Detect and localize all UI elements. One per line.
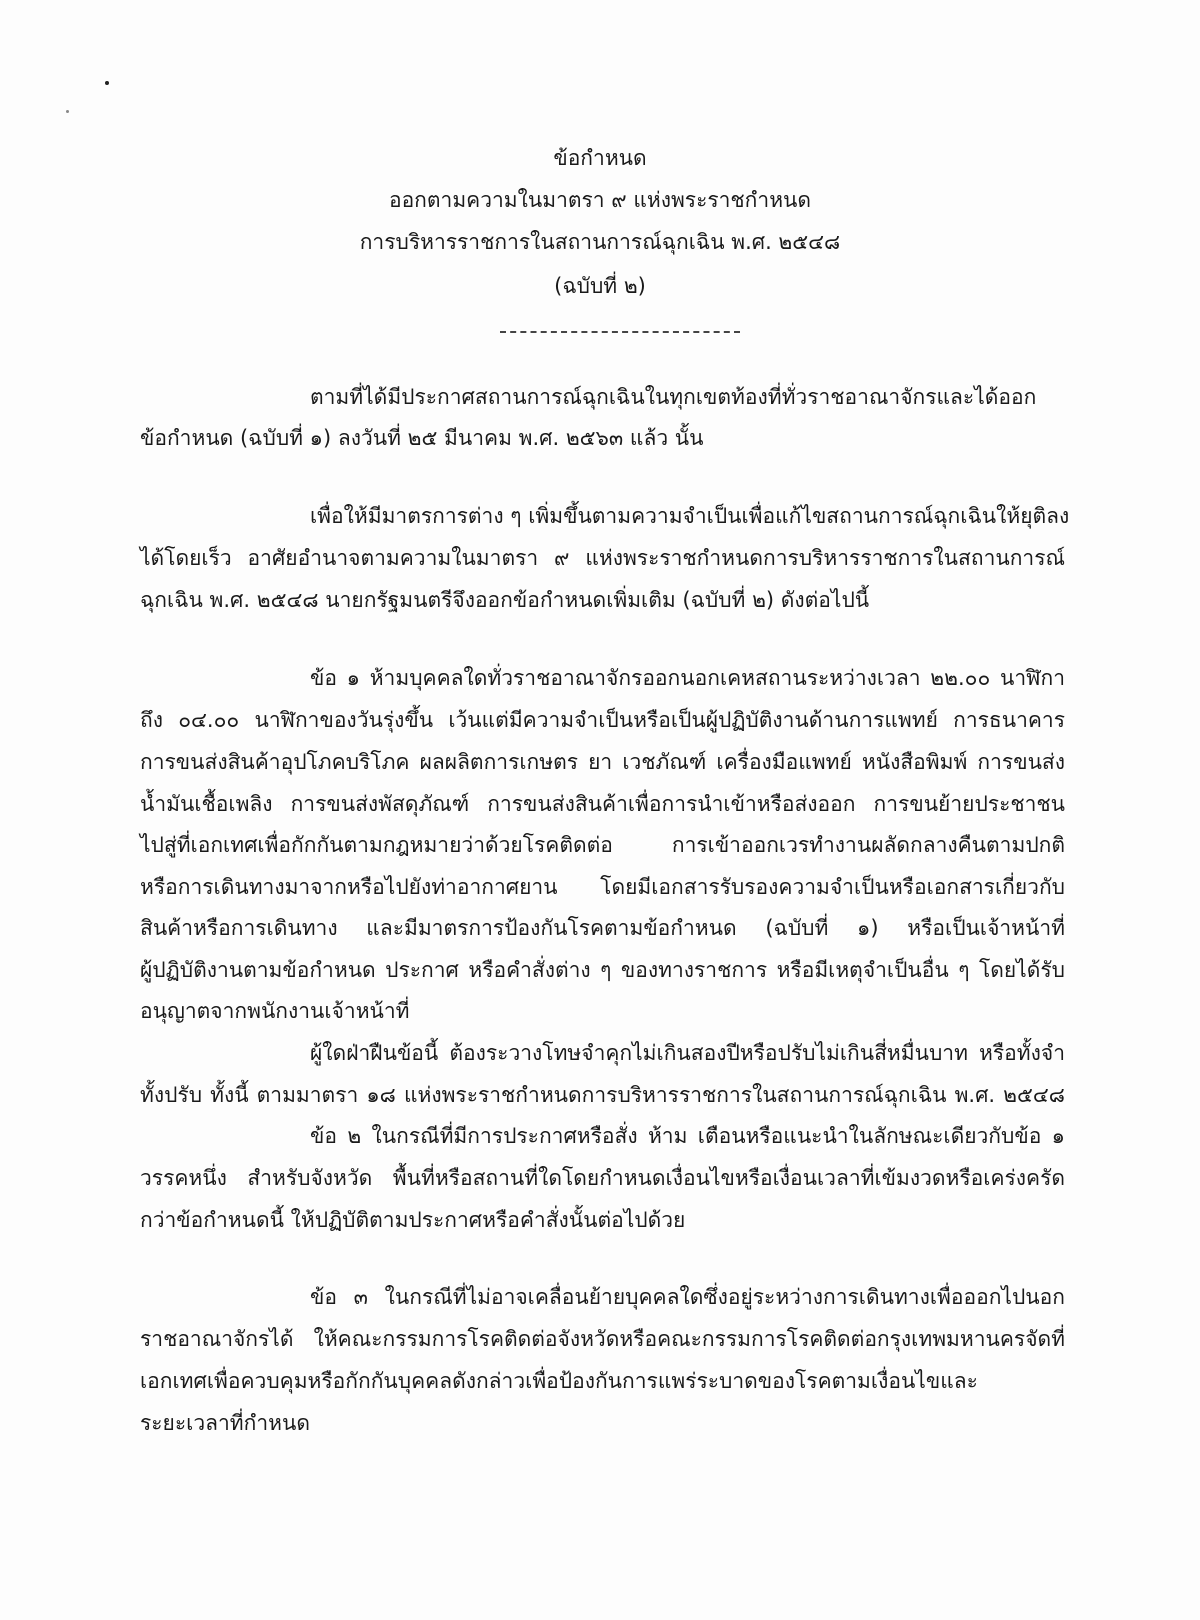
clause-3-line: ข้อ ๓ ในกรณีที่ไม่อาจเคลื่อนย้ายบุคคลใดซึ่งอยู่ระหว่างการเดินทางเพื่อออกไปนอก bbox=[310, 1285, 1065, 1309]
paragraph-line: ตามที่ได้มีประกาศสถานการณ์ฉุกเฉินในทุกเขตท้องที่ทั่วราชอาณาจักรและได้ออก bbox=[310, 385, 1037, 409]
document-subtitle-line-1: ออกตามความในมาตรา ๙ แห่งพระราชกำหนด bbox=[388, 188, 812, 212]
scan-speck bbox=[66, 110, 69, 113]
clause-1-line: หรือการเดินทางมาจากหรือไปยังท่าอากาศยาน โดยมีเอกสารรับรองความจำเป็นหรือเอกสารเกี่ยวกับ bbox=[140, 875, 1065, 899]
penalty-line: ทั้งปรับ ทั้งนี้ ตามมาตรา ๑๘ แห่งพระราชกำหนดการบริหารราชการในสถานการณ์ฉุกเฉิน พ.ศ. ๒๕๔๘ bbox=[140, 1083, 1065, 1107]
clause-1-line: ข้อ ๑ ห้ามบุคคลใดทั่วราชอาณาจักรออกนอกเคหสถานระหว่างเวลา ๒๒.๐๐ นาฬิกา bbox=[310, 666, 1065, 690]
clause-1-line: ผู้ปฏิบัติงานตามข้อกำหนด ประกาศ หรือคำสั่งต่าง ๆ ของทางราชการ หรือมีเหตุจำเป็นอื่น ๆ โดยได้รับ bbox=[140, 958, 1065, 982]
clause-3-line: เอกเทศเพื่อควบคุมหรือกักกันบุคคลดังกล่าวเพื่อป้องกันการแพร่ระบาดของโรคตามเงื่อนไขและ bbox=[140, 1369, 978, 1393]
clause-1-line: สินค้าหรือการเดินทาง และมีมาตรการป้องกันโรคตามข้อกำหนด (ฉบับที่ ๑) หรือเป็นเจ้าหน้าที่ bbox=[140, 916, 1065, 940]
clause-1-line: อนุญาตจากพนักงานเจ้าหน้าที่ bbox=[140, 999, 410, 1023]
clause-2-line: ข้อ ๒ ในกรณีที่มีการประกาศหรือสั่ง ห้าม เตือนหรือแนะนำในลักษณะเดียวกับข้อ ๑ bbox=[310, 1124, 1065, 1148]
scan-speck bbox=[105, 81, 109, 85]
clause-1-line: ไปสู่ที่เอกเทศเพื่อกักกันตามกฎหมายว่าด้วยโรคติดต่อ การเข้าออกเวรทำงานผลัดกลางคืนตามปกติ bbox=[140, 833, 1065, 857]
paragraph-line: ได้โดยเร็ว อาศัยอำนาจตามความในมาตรา ๙ แห่งพระราชกำหนดการบริหารราชการในสถานการณ์ bbox=[140, 546, 1065, 570]
clause-3-line: ราชอาณาจักรได้ ให้คณะกรรมการโรคติดต่อจังหวัดหรือคณะกรรมการโรคติดต่อกรุงเทพมหานครจัดที่ bbox=[140, 1327, 1065, 1351]
paragraph-line: ฉุกเฉิน พ.ศ. ๒๕๔๘ นายกรัฐมนตรีจึงออกข้อกำหนดเพิ่มเติม (ฉบับที่ ๒) ดังต่อไปนี้ bbox=[140, 588, 870, 612]
clause-1-line: การขนส่งสินค้าอุปโภคบริโภค ผลผลิตการเกษตร ยา เวชภัณฑ์ เครื่องมือแพทย์ หนังสือพิมพ์ การขนส่ง bbox=[140, 750, 1065, 774]
clause-3-line: ระยะเวลาที่กำหนด bbox=[140, 1411, 310, 1435]
paragraph-line: เพื่อให้มีมาตรการต่าง ๆ เพิ่มขึ้นตามความจำเป็นเพื่อแก้ไขสถานการณ์ฉุกเฉินให้ยุติลง bbox=[310, 504, 1070, 528]
document-subtitle-line-2: การบริหารราชการในสถานการณ์ฉุกเฉิน พ.ศ. ๒๕๔๘ bbox=[359, 230, 841, 254]
clause-1-line: ถึง ๐๔.๐๐ นาฬิกาของวันรุ่งขึ้น เว้นแต่มีความจำเป็นหรือเป็นผู้ปฏิบัติงานด้านการแพทย์ การธนาคาร bbox=[140, 708, 1065, 732]
document-edition: (ฉบับที่ ๒) bbox=[554, 274, 646, 298]
document-title: ข้อกำหนด bbox=[553, 146, 647, 170]
paragraph-line: ข้อกำหนด (ฉบับที่ ๑) ลงวันที่ ๒๕ มีนาคม พ.ศ. ๒๕๖๓ แล้ว นั้น bbox=[140, 426, 704, 450]
penalty-line: ผู้ใดฝ่าฝืนข้อนี้ ต้องระวางโทษจำคุกไม่เกินสองปีหรือปรับไม่เกินสี่หมื่นบาท หรือทั้งจำ bbox=[310, 1041, 1065, 1065]
clause-1-line: น้ำมันเชื้อเพลิง การขนส่งพัสดุภัณฑ์ การขนส่งสินค้าเพื่อการนำเข้าหรือส่งออก การขนย้ายประชาชน bbox=[140, 792, 1065, 816]
clause-2-line: วรรคหนึ่ง สำหรับจังหวัด พื้นที่หรือสถานที่ใดโดยกำหนดเงื่อนไขหรือเงื่อนเวลาที่เข้มงวดหรือเคร่งครัด bbox=[140, 1166, 1065, 1190]
clause-2-line: กว่าข้อกำหนดนี้ ให้ปฏิบัติตามประกาศหรือคำสั่งนั้นต่อไปด้วย bbox=[140, 1208, 686, 1232]
separator-rule bbox=[500, 331, 740, 333]
